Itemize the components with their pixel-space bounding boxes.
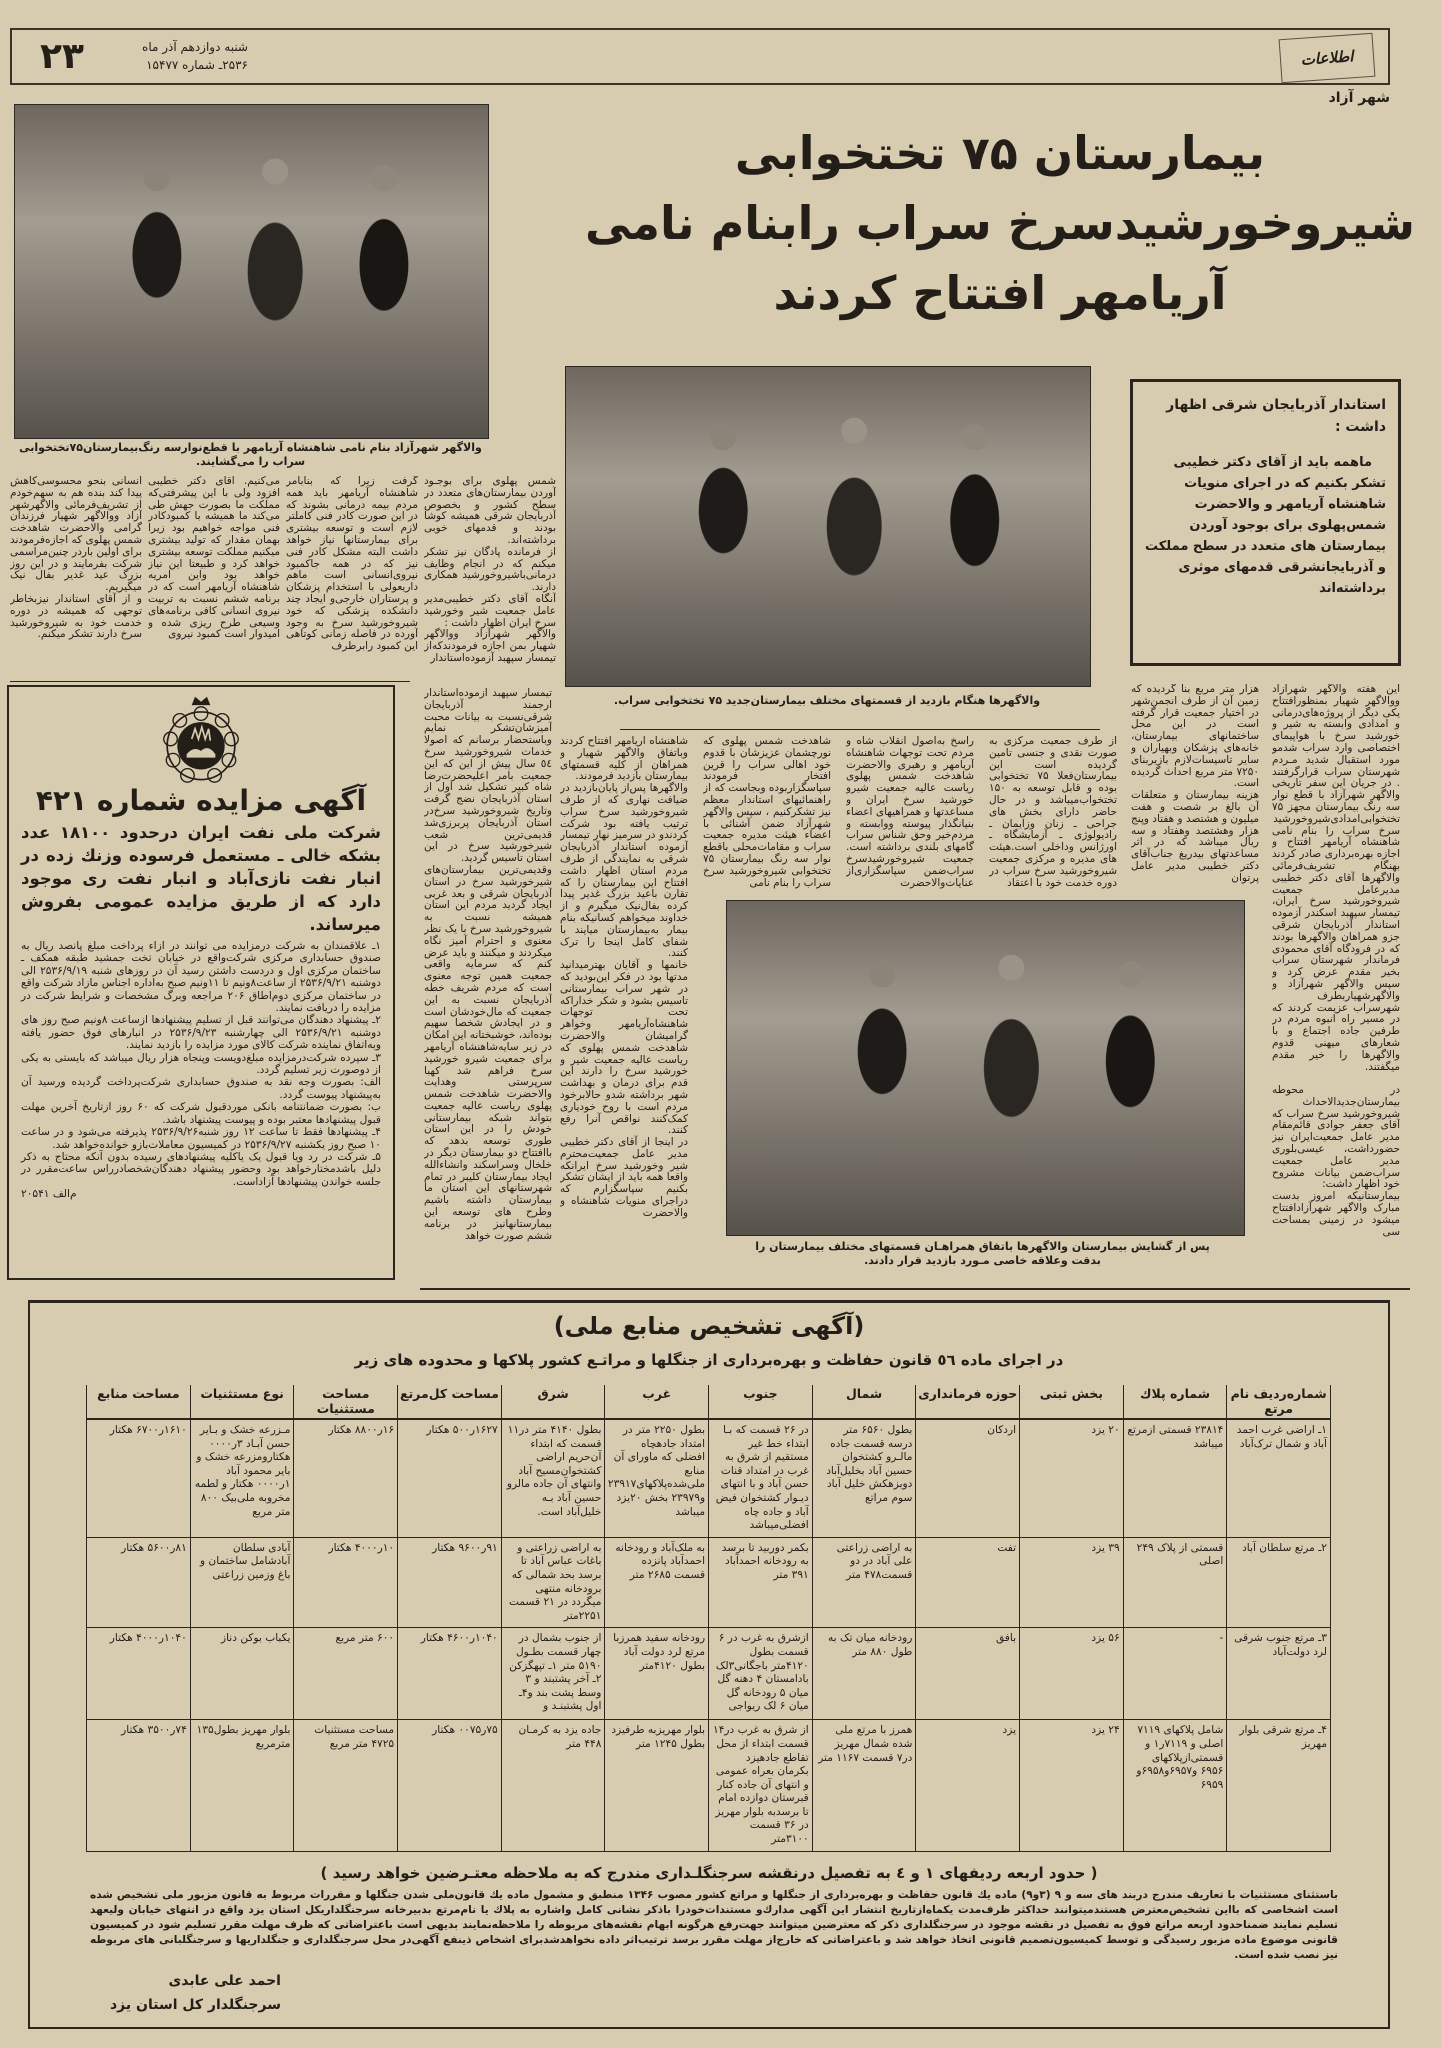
table-cell: به ملک‌آباد و رودخانه احمدآباد پانزده قسمت ۲۶۸۵ متر [605, 1537, 709, 1628]
table-cell: جاده یزد به کرمـان ۴۴۸ متر [501, 1720, 605, 1851]
column-header: شمال [812, 1385, 916, 1419]
table-row [87, 1720, 1331, 1851]
section-kicker: شهر آزاد [1328, 90, 1390, 106]
table-cell: ۲۳۸۱۴ قسمتی ازمرتع میباشد [1123, 1419, 1227, 1537]
auction-ad-terms [21, 940, 381, 1201]
divider [420, 1288, 1410, 1290]
table-cell: بافق [916, 1628, 1020, 1720]
table-cell: رودخانه سفید همرزبا مرتع لرد دولت آباد بطول ۴۱۲۰متر [605, 1628, 709, 1720]
notice-subtitle: در اجرای ماده ٥٦ قانون حفاظت و بهره‌برداری از جنگلها و مراتـع کشور پلاکها و محدوده های زیر [354, 1351, 1064, 1369]
auction-term: ب: بصورت ضمانتنامه بانکی موردقبول شرکت که ۶۰ روز ازتاریخ آخرین مهلت قبول پیشنهادها معتبر بوده و پیوست پیشنهاد باشد. [21, 1101, 381, 1126]
table-cell: یکباب بوکن دناز [190, 1628, 294, 1720]
table-cell: بطول ۴۱۴۰ متر در۱۱ قسمت که ابتداء آن‌حریم اراضی کشتخوان‌مسیح آباد وانتهای آن جاده مالرو حسین آباد بـه خلیل‌آباد است. [501, 1419, 605, 1537]
table-cell: رودخانه میان تک به طول ۸۸۰ متر [812, 1628, 916, 1720]
lion-and-sun-emblem-icon [161, 695, 241, 783]
table-cell: شامل پلاکهای ۷۱۱۹ اصلی و ۷۱۱۹ر۱ و قسمتی‌ازپلاکهای ۶۹۵۶ و۶۹۵۷و۶۹۵۸و ۶۹۵۹ [1123, 1720, 1227, 1851]
table-cell: - [1123, 1628, 1227, 1720]
table-cell: از جنوب بشمال در چهار قسمت بطـول ۵۱۹۰ متر ۱ـ تپهگزکن ۲ـ آخر پشتبند و ۳ وسط پشت بند و۴ـ اول پشتبنـد و [501, 1628, 605, 1720]
pull-quote-title: استاندار آذربایجان شرقی اظهار داشت : [1166, 397, 1386, 435]
column-header: مساحت منابع [87, 1385, 191, 1419]
photo-ribbon-cutting [14, 104, 489, 439]
table-cell: ۱۰۴۰ر۴۶۰۰ هکتار [398, 1628, 502, 1720]
column-header: حوزه فرمانداری [916, 1385, 1020, 1419]
article-column: راسخ به‌اصول انقلاب شاه و مردم تحت توجهات شاهنشاه آریامهر و رهبری والاحضرت شاهدخت شمس پهلوی ریاست عالیه جمعیت شیرو خورشید سرخ ایران و مساعدتها و همراهیهای اعضاء بنیانگذار پیوسته ووابسته و مردم‌خیر وحق شناس سراب گامهای بلندی برداشته است. جمعیت شیروخورشیدسرخ سراب‌ضمن سپاسگزاری‌از عنایات‌والاحضرت [846, 736, 974, 889]
table-cell: آبادی سلطان آبادشامل ساختمان و باغ وزمین زراعتی [190, 1537, 294, 1628]
table-cell: اردکان [916, 1419, 1020, 1537]
rangeland-table [86, 1385, 1331, 1852]
table-cell: ۴ـ مرتع شرقی بلوار مهریز [1227, 1720, 1331, 1851]
auction-term: ۵ـ شرکت در رد ویا قبول یک یاکلیه پیشنهادهای رسیده بدون آنکه محتاج به ذکر دلیل باشد‌مختارخواهد بود وحضور پیشنهاد دهندگان‌شخصادرراس ساعت‌مقرر در جلسه خواندن پیشنهادها آزاداست. [21, 1150, 381, 1188]
article-column: شاهنشاه آریامهر افتتاح کردند وباتفاق والاگهر شهیار و همراهان از کلیه قسمتهای بیمارستان بازدید فرمودند. والاگهرها پس‌از پایان‌بازدید در ضیافت نهاری که از طرف شیروخورشید سرخ سراب ترتیب یافته بود شرکت کردندو در سرمیز نهار تیمسار آزموده استاندار آذربایجان شرقی به نمایندگی از طرف مردم استان اظهار داشت افتتاح این بیمارستان را که تقارن باعید بزرگ غدیر پیدا کرده بفال‌نیک میگیرم و از خداوند میخواهم کسانیکه بنام بیمار به‌بیمارستان میایند با شفای کامل اینجا را ترک کنند. خانمها و آقایان بهترمیدانید مدتها بود در فکر این‌بودید که در شهر سراب بیمارستانی تاسیس بشود و شکر خداراکه تحت توجهات شاهنشاه‌آریامهر وخواهر گرامیشان والاحضرت شاهدخت شمس پهلوی که ریاست عالیه جمعیت شیر و خورشید سرخ را دارند این قدم برای درمان و بهداشت شهر برداشته شدو حالابرخود مردم است با روح خودیاری کمک‌کنند نواقص آنرا رفع کنند. در اینجا از آقای دکتر خطیبی مدیر عامل جمعیت‌محترم شیر وخورشید سرخ ایرانکه واقعا همه باید از ایشان تشکر بکنیم سپاسگزارم که دراجرای منویات شاهنشاه و والاحضرت [560, 736, 688, 1219]
table-cell: مـزرعه خشک و بـایر حسن آبـاد ۳ر۰۰۰۰ هکتارومزرعه خشک و بایر محمود آباد ۱ر۰۰۰۰ هکتار و لطمه مخروبه ملی‌بیک ۸۰۰ متر مربع [190, 1419, 294, 1537]
column-header: بخش ثبتی [1020, 1385, 1124, 1419]
auction-ad-title: آگهی مزایده شماره ۴۲۱ [35, 784, 367, 817]
table-cell: بلوار مهریز بطول۱۳۵ مترمربع [190, 1720, 294, 1851]
table-cell: ۷۵ر۰۰۷۵ هکتار [398, 1720, 502, 1851]
auction-term: الف: بصورت وجه نقد به صندوق حسابداری شرکت‌پرداخت گردیده ورسید آن به‌پیشنهاد پیوست گردد. [21, 1076, 381, 1101]
page-number: ۲۳ [40, 36, 84, 77]
article-column: شمس پهلوی برای بوجـود آوردن بیمارستان‌های متعدد در سطح کشور و بخصوص آذربایجان شرقی همیشه کوشا بودند و قدمهای خوبی برداشته‌اند. از فرمانده پادگان نیز تشکر میکنم که در انجام وظایف درمانی‌باشیروخورشید همکاری دارند. آنگاه آقای دکتر خطیبی‌مدیر عامل جمعیت شیر وخورشید سرخ ایران اظهار داشت : والاگهر شهرآزاد ووالاگهر شهیار بمن اجازه فرمودندکه‌از تیمسار سپهبد آزموده‌استاندار [424, 476, 556, 664]
auction-ad [7, 685, 395, 1280]
signature-name: احمد علی عابدی [168, 1972, 281, 1989]
article-column: تیمسار سپهبد آزموده‌استاندار ارجمند آذربایجان شرقی‌نسبت به بیانات محبت آمیزشان‌تشکر نمایم وباستحضار برسانم که اصولا خدمات شیروخورشید سرخ ٥٤ سال پیش از این که این جمعیت بامر اعلیحضرت‌رضا شاه کبیر تشکیل شد اول از استان آذربایجان نضج گرفت وتاریخ شیروخورشید سرخ‌در استان آذربایجان پربرزی‌شد قدیمی‌ترین شعب شیرخورشید سرخ در این استان تاسیس گردید. وقدیمی‌ترین بیمارستان‌های شیرخورشید سرخ در استان آذربایجان شرقی و بعد غربی ایجاد گردید مردم این استان همیشه نسبت به شیروخورشید سرخ با یک نظر معنوی و احترام آمیز نگاه میکردند و میکنند و باید عرض کنم که سرمایه واقعی جمعیت همین توجه معنوی است که مردم شریف خطه آذربایجان نسبت به این جمعیت که مال‌خودشان است و در ایجادش شخصا سهیم بوده‌اند، خوشبختانه این امکان در زیر سایه‌شاهنشاه آریامهر برای جمعیت شیرو خورشید سرخ فراهم شد کهبا سرپرستی وهدایت والاحضرت شاهدخت شمس پهلوی ریاست عالیه جمعیت بتواند شبکه بیمارستانی خودش را در این استان طوری توسعه بدهد که باافتتاح دو بیمارستان دیگر در خلخال وسراسکند وانشاءالله ایجاد بیمارستان کلیبر در تمام شهرستانهای این استان ما بیمارستان داشته باشیم وطرح های توسعه این بیمارستانهانیز در برنامه ششم صورت خواهد [424, 688, 552, 1242]
table-cell: تفت [916, 1537, 1020, 1628]
column-header: شماره‌ردیف نام مرتع [1227, 1385, 1331, 1419]
table-cell: ۱۰۴۰ر۴۰۰۰ هکتار [87, 1628, 191, 1720]
table-cell: ازشرق به غرب در ۶ قسمت بطول ۴۱۲۰متر باجگانی۳لک بادامستان ۴ دهنه گل میان ۵ رودخانه گل میان ۶ لک ریواجی [709, 1628, 813, 1720]
headline-line: آریامهر افتتاح کردند [773, 266, 1227, 320]
table-row [87, 1628, 1331, 1720]
column-header: جنوب [709, 1385, 813, 1419]
photo-caption: والاگهر شهرآزاد بنام نامی شاهنشاه آریامهر با قطع‌نوارسه رنگ‌بیمارستان۷۵تختخوابی سراب را می‌گشایند. [19, 441, 482, 468]
table-cell: همرز با مرتع ملی شده شمال مهریز در۷ قسمت ۱۱۶۷ متر [812, 1720, 916, 1851]
auction-term: ۱ـ علاقمندان به شرکت درمزایده می توانند در ازاء پرداخت مبلغ پانصد ریال به صندوق حسابداری مرکزی شرکت‌واقع در خیابان تخت جمشید طبقه همکف ـ ساختمان مرکزی اول و دردست داشتن رسید آن در روزهای شنبه ۲۵۳۶/۹/۱۹ الی دوشنبه ۲۵۳۶/۹/۲۱ از ساعت۸ونیم تا ۱۱ونیم صبح به‌اداره اجناس مازاد شرکت واقع در ساختمان مرکزی دوم‌اطاق ۲۰۶ مراجعه وبرگ مشخصات و شرایط شرکت در مزایده را دریافت نمایند. [21, 940, 382, 1015]
table-cell: ۱۶۱۰ر۶۷۰۰ هکتار [87, 1419, 191, 1537]
article-column: انسانی بنحو محسوسی‌کاهش پیدا کند بنده هم به سهم‌خودم از تشریف‌فرمائی والاگهرشهر آزاد ووالاگهر شهیار فرزندان گرامی والاحضرت شاهدخت شمس پهلوی که اجازه‌فرمودند برای اولین باردر چنین‌مراسمی شرکت بفرمایند و در این روز بزرگ عید غدیر بفال نیک میگیریم. و از آقای استاندار نیزبخاطر توجهی که همیشه در دوره خدمت خود به شیروخورشید سرخ دارند تشکر میکنم. [10, 476, 142, 641]
auction-term: ۴ـ پیشنهادها فقط تا ساعت ۱۲ روز شنبه۲۵۳۶/۹/۲۶ پذیرفته می‌شود و در ساعت ۱۰ صبح روز یکشنبه ۲۵۳۶/۹/۲۷ در کمیسیون معاملات‌بازو خوانده‌خواهد شد. [21, 1126, 381, 1151]
photo-caption-line: بدقت وعلاقه خاصی مـورد بازدید قرار دادند. [864, 1254, 1101, 1267]
headline [580, 118, 1420, 328]
table-cell: بکمر دوربید تا برسد به رودخانه احمدآباد ۳۹۱ متر [709, 1537, 813, 1628]
photo-hospital-tour [726, 900, 1245, 1236]
table-cell: قسمتی از پلاک ۲۴۹ اصلی [1123, 1537, 1227, 1628]
table-cell: از شرق به غرب در۱۴ قسمت ابتداء از محل تقاطع جادهیزد بکرمان بعراه عمومی و انتهای آن جاده کنار قبرستان دوازده امام تا برسدبه بلوار مهریز در ۳۶ قسمت ۳۱۰۰متر [709, 1720, 813, 1851]
national-resources-notice [28, 1300, 1390, 2029]
notice-title: (آگهی تشخیص منابع ملی) [553, 1312, 865, 1340]
table-cell: به اراضی زراعتی علی آباد در دو قسمت۴۷۸ متر [812, 1537, 916, 1628]
table-header-row [87, 1385, 1331, 1419]
auction-term: ۳ـ سپرده شرکت‌درمزایده مبلغ‌دویست وپنجاه هزار ریال میباشد که بایستی به یکی از دوصورت زیر تسلیم گردد. [21, 1051, 381, 1077]
date-line: شنبه دوازدهم آذر ماه [142, 40, 248, 54]
article-column: می‌کنیم. آقای دکتر خطیبی افزود ولی با این پیشرفتی‌که مملکت ما بصورت جهش طی می‌کند ما همیشه با کمبودکادر فنی مواجه خواهیم بود زیرا بهمان مقدار که تولید بیشتری میکنیم مملکت توسعه بیشتری خواهد کرد و طبیعتا این نیاز خواهد بود واین امریه شاهنشاه آریامهر است که در برنامه ششم نسبت به تربیت نیروی انسانی کافی برنامه‌های وسیعی طرح ریزی شده و امیدوار است کمبود نیروی [148, 476, 280, 641]
table-row [87, 1419, 1331, 1537]
table-cell: ۹۱ر۹۶۰۰ هکتار [398, 1537, 502, 1628]
table-cell: مساحت مستثنیات ۴۷۲۵ متر مربع [294, 1720, 398, 1851]
table-cell: بطول ۶۵۶۰ متر درسه قسمت جاده مالـرو کشتخوان حسین آباد بخلیل‌آباد دوبزهکش خلیل آباد سوم مراتع [812, 1419, 916, 1537]
auction-ad-lead: شرکت ملی نفت ایران درحدود ۱۸۱۰۰ عدد بشکه خالی ـ مستعمل فرسوده وزنك زده در انبار نفت نازی‌آباد و انبار نفت ری موجود دارد که از طریق مزایده عمومی بفروش میرساند. [21, 823, 381, 934]
table-cell: ۲۰ یزد [1020, 1419, 1124, 1537]
table-cell: ۲ـ مرتع سلطان آباد [1227, 1537, 1331, 1628]
column-header: مساحت مستثنیات [294, 1385, 398, 1419]
table-cell: یزد [916, 1720, 1020, 1851]
pull-quote-body: ماهمه باید از آقای دکتر خطیبی تشکر بکنیم که در اجرای منویات شاهنشاه آریامهر و والاحضرت شمس‌پهلوی برای بوجود آوردن بیمارستان های متعدد در سطح مملکت و آذربایجانشرقی قدمهای موثری برداشته‌اند [1144, 455, 1386, 596]
column-header: مساحت کل‌مرتع [398, 1385, 502, 1419]
table-cell: ۸۱ر۵۶۰۰ هکتار [87, 1537, 191, 1628]
notice-boundaries-note: ( حدود اربعه ردیفهای ۱ و ٤ به تفصیل درنقشه سرجنگلـداری مندرج که به ملاحظه معتـرضین خواهد رسید ) [320, 1863, 1098, 1882]
table-cell: ۱۰ر۴۰۰۰ هکتار [294, 1537, 398, 1628]
divider [620, 729, 1100, 730]
table-cell: ۶۰۰ متر مربع [294, 1628, 398, 1720]
auction-ad-code: م‌الف ۲۰۵۴۱ [21, 1188, 77, 1201]
issue-date [98, 38, 248, 74]
divider [10, 681, 410, 682]
signature [110, 1969, 281, 2017]
table-cell: ۱ـ اراضی غرب احمد آباد و شمال ترک‌آباد [1227, 1419, 1331, 1537]
auction-term: ۲ـ پیشنهاد دهندگان می‌توانند قبل از تسلیم پیشنهادها ازساعت ۸ونیم صبح روز های دوشنبه ۲۵۳۶/۹/۲۱ الی چهارشنبه ۲۵۳۶/۹/۲۳ در انبارهای فوق حضور یافته وبه‌اتفاق نماینده شرکت کالای مورد مزایده را بازدید نمایند. [21, 1014, 381, 1052]
signature-title: سرجنگلدار کل استان یزد [110, 1996, 281, 2013]
table-row [87, 1537, 1331, 1628]
table-cell: ۱۶ر۸۸۰۰ هکتار [294, 1419, 398, 1537]
table-cell: ۳۹ یزد [1020, 1537, 1124, 1628]
table-cell: ۷۴ر۳۵۰۰ هکتار [87, 1720, 191, 1851]
photo-hospital-visit [565, 366, 1091, 687]
table-cell: در ۲۶ قسمت که بـا ابتداء خط غیر مستقیم از شرق به غرب در امتداد قنات حسن آباد و با انتهای دیـوار کشتخوان فیض آباد و جاده چاه افضلی‌میباشد [709, 1419, 813, 1537]
column-header: غرب [605, 1385, 709, 1419]
article-column: از طرف جمعیت مرکزی به صورت نقدی و جنسی تامین گردیده است این بیمارستان‌فعلا ۷۵ تختخوابی بوده و قابل توسعه به ۱۵۰ تختخواب‌میباشد و در حال حاضر دارای بخش های جراحی ـ زنان وزایمان ـ رادیولوژی ـ آزمایشگاه ـ اورژانس وداخلی است.هیئت های مدیره و مرکزی جمعیت شیروخورشید سرخ سراب در دوره خدمت خود با اعتقاد [989, 736, 1117, 889]
table-cell: به اراضی زراعتی و باغات عباس آباد تا برسد بحد شمالی که برودخانه منتهی میگردد در ۲۱ قسمت ۲۲۵۱متر [501, 1537, 605, 1628]
page-header [10, 28, 1390, 85]
photo-caption-line: پس از گشایش بیمارستان والاگهرها باتفاق همراهـان قسمتهای مختلف بیمارستان را [755, 1240, 1210, 1253]
column-header: شرق [501, 1385, 605, 1419]
article-column: این هفته والاگهر شهرآزاد ووالاگهر شهیار بمنظورافتتاح یکی دیگر از پروژه‌های‌درمانی و امدادی وابسته به شیر و خورشید سرخ با هواپیمای اختصاصی وارد سراب شدمو مورد استقبال شدید مـردم شهرستان سراب قرارگرفتند . در جریان این سفر تاریخی والاگهر شهرآزاد با قطع نوار سه رنگ بیمارستان مجهز ۷۵ تختخوابی‌امدادی‌شیروخورشید سرخ سراب را بنام نامی شاهنشاه آریامهر افتتاح و اجازه بهره‌برداری صادر کردند بهنگام تشریف‌فرمائی والاگهرها آقای دکتر خطیبی مدیرعامل جمعیت شیروخورشید سرخ ایران، تیمسار سپهبد اسکندر آزموده استاندار آذربایجان شرقی جزو همراهان والاگهرها بودند که در فرودگاه آقای محمودی فرماندار شهرستان سراب بخیر مقدم عرض کرد و سپس والاگهر شهرآزاد و والاگهرشهیاربطرف شهرسراب عزیمت کردند که در مسیر راه انبوه مردم در طرفین جاده اجتماع و با شعارهای میهنی قدوم والاگهرها را خیر مقدم میگفتند. در محوطه بیمارستان‌جدیدالاحداث شیروخورشید سرخ سراب که آقای جعفر جوادی قائم‌مقام مدیر عامل جمعیت‌ایران نیز حضورداشت، عیسی‌بلوری مدیر عامل جمعیت سراب‌ضمن بیانات مشروح خود اظهار داشت: بیمارستانیکه امروز بدست مبارک والاگهر شهرآزادافتتاح میشود در زمینی بمساحت سی [1272, 684, 1400, 1238]
article-column: شاهدخت شمس پهلوی که نورچشمان عزیزشان با قدوم خود اهالی سراب را قرین افتخار فرمودند سپاسگزاربوده وبجاست که از راهنمائیهای استاندار معظم نیز تشکرکنیم ، سپس والاگهر شهرآزاد ضمن آشنائی با اعضاء هیئت مدیره جمعیت سراب و مقامات‌محلی باقطع نوار سه رنگ بیمارستان ۷۵ تختخوابی شیروخورشید سرخ سراب را بنام نامی [703, 736, 831, 889]
newspaper-logo: اطلاعات [1279, 33, 1376, 83]
table-cell: ۱۶۲۷ر۵۰۰ هکتار [398, 1419, 502, 1537]
photo-caption: والاگهرها هنگام بازدید از قسمتهای مختلف بیمارستان‌جدید ۷۵ تختخوابی سراب. [613, 694, 1041, 707]
table-cell: بطول ۲۲۵۰ متر در امتداد جادهچاه افضلی که ماورای آن منابع ملی‌شده‌پلاکهای۲۳۹۱۷ و۲۳۹۷۹ بخش ۲۰یزد میباشد [605, 1419, 709, 1537]
article-column: گرفت زیرا که بنابامر شاهنشاه آریامهر باید همه مردم بیمه درمانی بشوند که در این صورت کادر فنی کاملتر لازم است و توسعه بیشتری برای بیمارستانها نیاز خواهد داشت البته مشکل کادر فنی نیز که در همه جاکمبود نیروی‌انسانی است ماهم داریعولی با استخدام پزشکان و پرستاران خارجی‌و ایجاد چند دانشکده پزشکی که خود شیروخورشید سرخ به وجود آورده در فاصله زمانی کوتاهی این کمبود رابرطرف [286, 476, 418, 653]
column-header: شماره پلاك [1123, 1385, 1227, 1419]
headline-line: شیروخورشیدسرخ سراب رابنام نامی [584, 196, 1416, 250]
table-cell: ۲۴ یزد [1020, 1720, 1124, 1851]
headline-line: بیمارستان ۷۵ تختخوابی [734, 126, 1266, 180]
photo-caption [700, 1240, 1265, 1268]
issue-number: ۲۵۳۶ـ شماره ۱۵۴۷۷ [146, 58, 248, 72]
table-cell: بلوار مهریزبه طرفیزد بطول ۱۲۴۵ متر [605, 1720, 709, 1851]
table-cell: ۳ـ مرتع جنوب شرقی لرد دولت‌آباد [1227, 1628, 1331, 1720]
table-cell: ۵۶ یزد [1020, 1628, 1124, 1720]
notice-body: باستثنای مستثنیات با تعاریف مندرج دربند های سه و ۹ (۳و۹) ماده یك قانون حفاظت و بهره‌برداری از جنگلها و مراتع کشور مصوب ۱۳۴۶ منطبق و مشمول ماده یك قانون‌ملی شدن جنگلها و مقررات مربوط به قانون مزبور ملی تشخیص شده است اشخاصی که بااین تشخیص‌معترض هستند‌میتوانند حداکثر ظرف‌مدت یکماه‌ازتاریخ انتشار این آگهی مدارك‌و مستندات‌خودرا باذکر نشانی کامل واشاره به پلاك یا نام‌مرتع بدبیرخانه سرجنگلداریکل استان یزد واقع در انتهای خیابان ولیعهد تسلیم نمایند ضمناحدود اربعه مراتع فوق به تفصیل در نقشه موجود در سرجنگلداری ذکر که معترضین میتوانند جهت‌رفع هرگونه ابهام نقشه‌های مربوطه را ملاحظه‌نمایند بدیهی است باعتراضاتی که ظرف مهلت مقرر تسلیم شود در کمیسیون قانونی موضوع ماده مزبور رسیدگی و توسط کمیسیون‌تصمیم قانونی اتخاذ خواهد شد و باعتراضاتی که خارج‌از مهلت مقرر برسد ترتیب‌اثر داده نخواهدشد‌برای اشخاص ذینفع آگهی‌در محل سرجنگلداری و جنگلداریها و سرجنگلبانی های مربوطه نیز نصب شده است. [90, 1888, 1338, 1961]
article-column: هزار متر مربع بنا گردیده که زمین آن از طرف انجمن‌شهر در اختیار جمعیت قرار گرفته است در این محل ساختمانهای بیمارستان، خانه‌های پزشکان وبهیاران و سایر تاسیسات‌لازم بازیربنای ۷۲۵۰ متر مربع احداث گردیده است. هزینه بیمارستان و متعلقات آن بالغ بر شصت و هفت میلیون و هشتصد و هفتاد وپنج هزار وهشتصد وهفتاد و سه ریال میباشد که در اثر مساعدتهای بیدریغ جناب‌آقای دکتر خطیبی مدیر عامل پرتوان [1131, 684, 1259, 884]
pull-quote-box [1130, 379, 1401, 666]
column-header: نوع مستثنیات [190, 1385, 294, 1419]
